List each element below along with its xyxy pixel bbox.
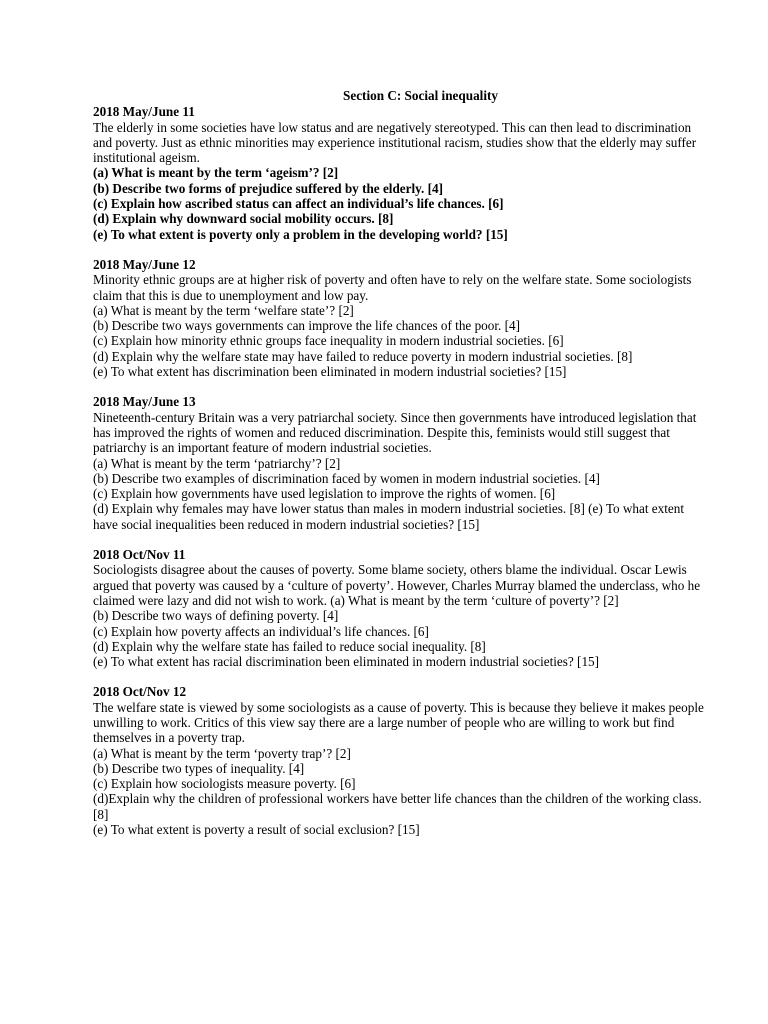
question: (e) To what extent has discrimination been eliminated in modern industrial societies? [15] xyxy=(93,364,567,380)
question: (e) To what extent is poverty only a problem in the developing world? [15] xyxy=(93,226,508,242)
section-on11 xyxy=(93,547,708,669)
question: (c) Explain how sociologists measure poverty. [6] xyxy=(93,776,356,792)
section-intro: The welfare state is viewed by some sociologists as a cause of poverty. This is because they believe it makes people unwilling to work. Critics of this view say there are a large number of people who are willing to work but find themselves in a poverty trap. xyxy=(93,699,704,746)
question: (a) What is meant by the term ‘poverty trap’? [2] xyxy=(93,745,351,761)
section-mj11 xyxy=(93,104,708,242)
question: (d) Explain why females may have lower status than males in modern industrial societies. [8] (e) To what extent have social inequalities been reduced in modern industrial societies? [15] xyxy=(93,501,685,532)
section-heading: 2018 May/June 11 xyxy=(93,104,195,120)
section-heading: 2018 May/June 12 xyxy=(93,256,196,272)
question: (a) What is meant by the term ‘ageism’? [2] xyxy=(93,165,339,181)
section-heading: 2018 Oct/Nov 11 xyxy=(93,547,186,563)
question: (b) Describe two ways governments can improve the life chances of the poor. [4] xyxy=(93,318,520,334)
section-heading: 2018 May/June 13 xyxy=(93,394,196,410)
section-heading: 2018 Oct/Nov 12 xyxy=(93,684,187,700)
question: (e) To what extent is poverty a result of social exclusion? [15] xyxy=(93,822,420,838)
question: (b) Describe two types of inequality. [4] xyxy=(93,760,305,776)
question: (c) Explain how minority ethnic groups face inequality in modern industrial societies. [6] xyxy=(93,333,564,349)
question: (d) Explain why the welfare state has failed to reduce social inequality. [8] xyxy=(93,638,486,654)
question: (c) Explain how governments have used legislation to improve the rights of women. [6] xyxy=(93,486,556,502)
question: (d) Explain why the welfare state may have failed to reduce poverty in modern industrial societies. [8] xyxy=(93,348,633,364)
question: (b) Describe two examples of discrimination faced by women in modern industrial societies. [4] xyxy=(93,470,600,486)
section-mj13 xyxy=(93,394,708,532)
page-title: Section C: Social inequality xyxy=(343,88,498,103)
question: (a) What is meant by the term ‘patriarchy’? [2] xyxy=(93,455,341,471)
section-intro: The elderly in some societies have low status and are negatively stereotyped. This can then lead to discrimination and poverty. Just as ethnic minorities may experience institutional racism, studies show that the elderly may suffer institutional ageism. xyxy=(93,119,697,166)
section-on12 xyxy=(93,684,708,837)
section-intro: Sociologists disagree about the causes of poverty. Some blame society, others blame the individual. Oscar Lewis argued that poverty was caused by a ‘culture of poverty’. However, Charles Murray blamed the underclass, who he claimed were lazy and did not wish to work. (a) What is meant by the term ‘culture of poverty’? [2] xyxy=(93,562,701,608)
question: (a) What is meant by the term ‘welfare state’? [2] xyxy=(93,302,354,318)
section-mj12 xyxy=(93,257,708,379)
question: (c) Explain how poverty affects an individual’s life chances. [6] xyxy=(93,623,429,639)
question: (d) Explain why downward social mobility occurs. [8] xyxy=(93,211,394,227)
question: (e) To what extent has racial discrimination been eliminated in modern industrial societies? [15] xyxy=(93,654,600,670)
section-intro: Minority ethnic groups are at higher risk of poverty and often have to rely on the welfare state. Some sociologists claim that this is due to unemployment and low pay. xyxy=(93,272,692,303)
question: (d)Explain why the children of professional workers have better life chances than the children of the working class. [8] xyxy=(93,791,702,822)
section-intro: Nineteenth-century Britain was a very patriarchal society. Since then governments have introduced legislation that has improved the rights of women and reduced discrimination. Despite this, feminists would still suggest that patriarchy is an important feature of modern industrial societies. xyxy=(93,409,697,456)
question: (b) Describe two ways of defining poverty. [4] xyxy=(93,608,339,624)
question: (b) Describe two forms of prejudice suffered by the elderly. [4] xyxy=(93,180,444,196)
question: (c) Explain how ascribed status can affect an individual’s life chances. [6] xyxy=(93,196,504,212)
